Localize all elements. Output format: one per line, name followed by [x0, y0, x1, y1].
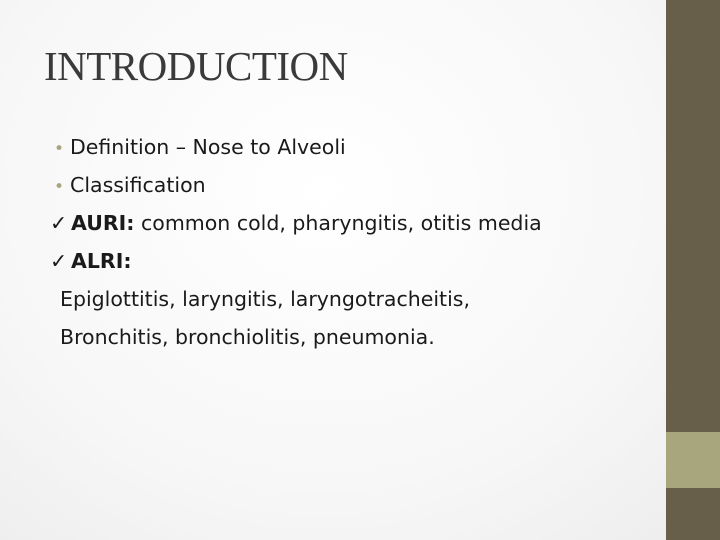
list-item-alri-lower	[50, 323, 650, 361]
list-item-alri-upper	[50, 285, 650, 323]
item-text: Definition – Nose to Alveoli	[70, 135, 346, 159]
list-item-auri	[50, 209, 650, 247]
bullet-icon: •	[54, 177, 65, 197]
item-text: common cold, pharyngitis, otitis media	[134, 211, 542, 235]
slide-body	[50, 133, 650, 361]
item-label: AURI:	[71, 211, 135, 235]
item-text: Bronchitis, bronchiolitis, pneumonia.	[60, 325, 435, 349]
list-item-alri	[50, 247, 650, 285]
item-label: ALRI:	[71, 249, 132, 273]
list-item-definition	[50, 133, 650, 171]
item-text: Epiglottitis, laryngitis, laryngotracheitis,	[60, 287, 470, 311]
bullet-icon: •	[54, 139, 65, 159]
slide-title: INTRODUCTION	[44, 43, 348, 89]
checkmark-icon: ✓	[50, 249, 68, 273]
item-text: Classification	[70, 173, 206, 197]
checkmark-icon: ✓	[50, 211, 68, 235]
side-bar-accent	[666, 432, 720, 488]
list-item-classification	[50, 171, 650, 209]
